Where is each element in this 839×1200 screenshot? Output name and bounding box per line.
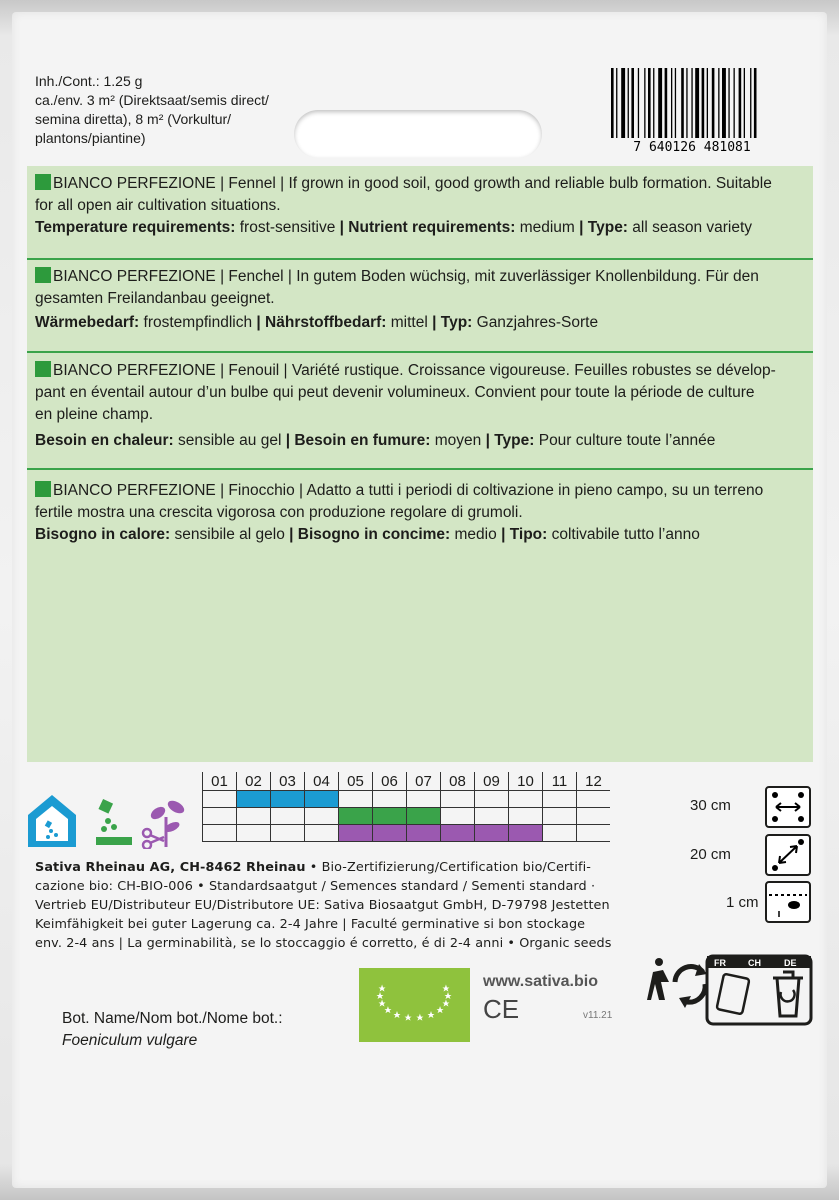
sowing-outdoor-cell xyxy=(407,808,441,825)
sowing-indoor-cell xyxy=(475,791,509,808)
info-line: Sativa Rheinau AG, CH-8462 Rheinau • Bio-Zertifizierung/Certification bio/Certifi- xyxy=(35,860,592,875)
sowing-indoor-cell xyxy=(441,791,475,808)
sowing-indoor-cell xyxy=(577,791,611,808)
sowing-outdoor-cell xyxy=(339,808,373,825)
barcode xyxy=(607,68,777,154)
cultivation-icons xyxy=(26,793,196,854)
info-line: cazione bio: CH-BIO-006 • Standardsaatgut / Semences standard / Sementi standard · xyxy=(35,879,596,894)
barcode-digits: 7 640126 481081 xyxy=(633,140,751,154)
sowing-indoor-cell xyxy=(509,791,543,808)
month-label: 05 xyxy=(339,772,373,791)
harvest-cell xyxy=(305,825,339,842)
month-label: 11 xyxy=(543,772,577,791)
sowing-outdoor-cell xyxy=(237,808,271,825)
harvest-cell xyxy=(475,825,509,842)
hang-hole xyxy=(294,110,542,158)
content-line: ca./env. 3 m² (Direktsaat/semis direct/ xyxy=(35,92,269,108)
description: BIANCO PERFEZIONE | Fenouil | Variété rustique. Croissance vigoureuse. Feuilles robustes se dévelop- xyxy=(53,362,776,379)
sowing-indoor-cell xyxy=(203,791,237,808)
content-info xyxy=(35,72,269,148)
section-italian xyxy=(35,480,805,546)
month-label: 04 xyxy=(305,772,339,791)
harvest-cell xyxy=(407,825,441,842)
description: pant en éventail autour d’un bulbe qui peut devenir volumineux. Convient pour toute la période de culture xyxy=(35,384,755,401)
info-line: env. 2-4 ans | La germinabilità, se lo stoccaggio é corretto, é di 2-4 anni • Organic seeds xyxy=(35,936,612,951)
harvest-cell xyxy=(543,825,577,842)
info-line: Keimfähigkeit bei guter Lagerung ca. 2-4 Jahre | Faculté germinative si bon stockage xyxy=(35,917,586,932)
requirements: Temperature requirements: frost-sensitive | Nutrient requirements: medium | Type: all season variety xyxy=(35,219,753,236)
section-german xyxy=(35,266,805,334)
botanical-species: Foeniculum vulgare xyxy=(62,1032,198,1049)
divider xyxy=(27,468,813,470)
sowing-depth-icon xyxy=(765,881,811,923)
version-label: v11.21 xyxy=(583,1010,613,1021)
sowing-outdoor-cell xyxy=(577,808,611,825)
botanical-name xyxy=(62,1008,283,1052)
green-square-icon xyxy=(35,361,51,377)
harvest-cell xyxy=(577,825,611,842)
sowing-depth-label: 1 cm xyxy=(726,894,759,911)
description: gesamten Freilandanbau geeignet. xyxy=(35,290,275,307)
country-recycling-icon xyxy=(707,956,811,1024)
description: fertile mostra una crescita vigorosa con produzione regolare di grumoli. xyxy=(35,504,523,521)
harvest-cell xyxy=(339,825,373,842)
greenhouse-sowing-icon xyxy=(28,795,76,847)
sowing-outdoor-cell xyxy=(441,808,475,825)
sowing-indoor-cell xyxy=(305,791,339,808)
row-spacing-label: 30 cm xyxy=(690,797,731,814)
content-line: semina diretta), 8 m² (Vorkultur/ xyxy=(35,111,232,127)
description: BIANCO PERFEZIONE | Fennel | If grown in good soil, good growth and reliable bulb formation. Suitable xyxy=(53,175,772,192)
green-square-icon xyxy=(35,267,51,283)
description-panel xyxy=(27,166,813,762)
outdoor-sowing-icon xyxy=(96,799,132,845)
month-label: 12 xyxy=(577,772,611,791)
harvest-cell xyxy=(441,825,475,842)
harvest-cell xyxy=(373,825,407,842)
harvest-cell xyxy=(203,825,237,842)
eu-organic-logo xyxy=(359,968,470,1042)
description: for all open air cultivation situations. xyxy=(35,197,281,214)
content-line: Inh./Cont.: 1.25 g xyxy=(35,73,143,89)
row-spacing-icon xyxy=(765,786,811,828)
website-link[interactable]: www.sativa.bio xyxy=(483,973,598,990)
sowing-outdoor-cell xyxy=(271,808,305,825)
month-label: 07 xyxy=(407,772,441,791)
month-label: 06 xyxy=(373,772,407,791)
sowing-outdoor-cell xyxy=(543,808,577,825)
divider xyxy=(27,258,813,260)
info-line: Vertrieb EU/Distributeur EU/Distributore UE: Sativa Biosaatgut GmbH, D-79798 Jestetten xyxy=(35,898,610,913)
harvest-cell xyxy=(509,825,543,842)
sowing-indoor-cell xyxy=(339,791,373,808)
month-label: 03 xyxy=(271,772,305,791)
harvest-cell xyxy=(237,825,271,842)
svg-text:CH: CH xyxy=(748,958,761,968)
plant-spacing-icon xyxy=(765,834,811,876)
sowing-indoor-cell xyxy=(543,791,577,808)
cultivation-calendar xyxy=(202,772,610,842)
requirements: Wärmebedarf: frostempfindlich | Nährstoffbedarf: mittel | Typ: Ganzjahres-Sorte xyxy=(35,314,599,331)
botanical-label: Bot. Name/Nom bot./Nome bot.: xyxy=(62,1010,283,1027)
company-info xyxy=(35,858,612,953)
section-english xyxy=(35,173,805,239)
description: en pleine champ. xyxy=(35,406,154,423)
sowing-indoor-cell xyxy=(237,791,271,808)
description: BIANCO PERFEZIONE | Fenchel | In gutem Boden wüchsig, mit zuverlässiger Knollenbildung. Für den xyxy=(53,268,759,285)
green-square-icon xyxy=(35,481,51,497)
sowing-outdoor-cell xyxy=(203,808,237,825)
harvest-cell xyxy=(271,825,305,842)
sowing-outdoor-cell xyxy=(373,808,407,825)
month-label: 01 xyxy=(203,772,237,791)
month-label: 08 xyxy=(441,772,475,791)
plant-spacing-label: 20 cm xyxy=(690,846,731,863)
divider xyxy=(27,351,813,353)
svg-text:DE: DE xyxy=(784,958,797,968)
triman-icon xyxy=(647,958,707,1008)
harvest-icon xyxy=(143,798,186,849)
sowing-indoor-cell xyxy=(407,791,441,808)
section-french xyxy=(35,360,805,452)
month-label: 09 xyxy=(475,772,509,791)
recycling-info xyxy=(647,952,817,1028)
sowing-outdoor-cell xyxy=(305,808,339,825)
requirements: Besoin en chaleur: sensible au gel | Besoin en fumure: moyen | Type: Pour culture toute l’année xyxy=(35,432,716,449)
content-line: plantons/piantine) xyxy=(35,130,146,146)
green-square-icon xyxy=(35,174,51,190)
description: BIANCO PERFEZIONE | Finocchio | Adatto a tutti i periodi di coltivazione in pieno campo, su un terreno xyxy=(53,482,764,499)
sowing-outdoor-cell xyxy=(475,808,509,825)
month-label: 10 xyxy=(509,772,543,791)
ce-mark: CE xyxy=(483,994,520,1024)
month-label: 02 xyxy=(237,772,271,791)
svg-text:FR: FR xyxy=(714,958,726,968)
sowing-indoor-cell xyxy=(373,791,407,808)
requirements: Bisogno in calore: sensibile al gelo | Bisogno in concime: medio | Tipo: coltivabile tutto l’anno xyxy=(35,526,700,543)
sowing-indoor-cell xyxy=(271,791,305,808)
sowing-outdoor-cell xyxy=(509,808,543,825)
